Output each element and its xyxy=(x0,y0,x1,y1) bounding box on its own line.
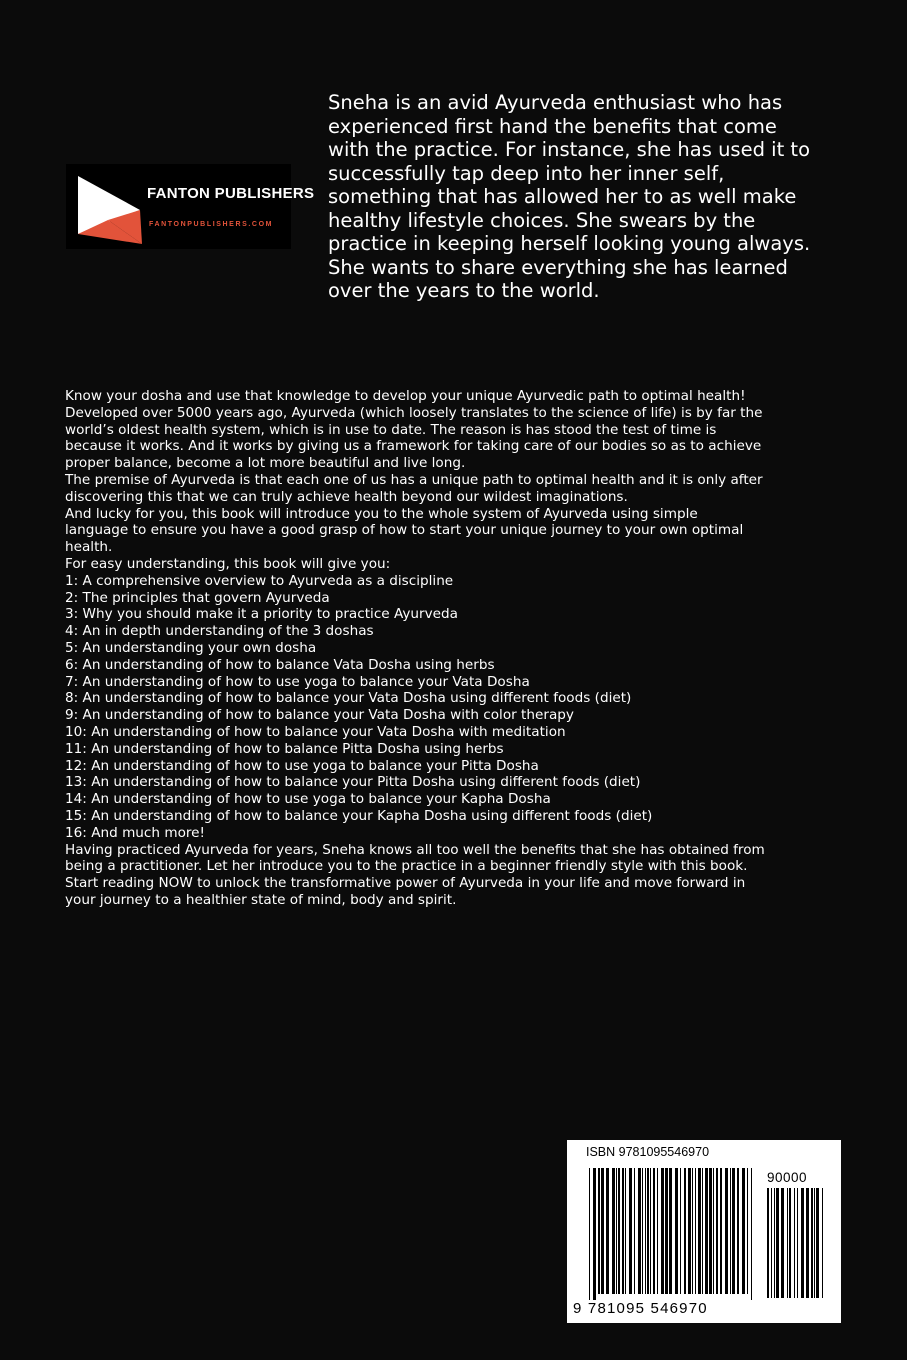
barcode-bar xyxy=(716,1168,718,1294)
barcode-bar xyxy=(702,1168,703,1294)
addon-barcode-bars xyxy=(767,1188,825,1318)
author-bio-line: successfully tap deep into her inner self, xyxy=(328,161,725,185)
barcode-bar xyxy=(612,1168,615,1294)
barcode-bar xyxy=(625,1168,626,1294)
description-line: 13: An understanding of how to balance your Pitta Dosha using different foods (diet) xyxy=(65,774,641,791)
barcode-bar xyxy=(680,1168,681,1294)
description-line: discovering this that we can truly achieve health beyond our wildest imaginations. xyxy=(65,488,628,505)
author-bio-line: with the practice. For instance, she has used it to xyxy=(328,138,810,161)
barcode-bar xyxy=(737,1168,739,1294)
barcode-bar xyxy=(816,1188,819,1298)
description-line: 14: An understanding of how to use yoga to balance your Kapha Dosha xyxy=(65,791,551,808)
description-line: 7: An understanding of how to use yoga to balance your Vata Dosha xyxy=(65,673,530,690)
barcode-bar xyxy=(797,1188,798,1298)
barcode-bar xyxy=(642,1168,643,1294)
barcode-bar xyxy=(601,1168,604,1294)
description-line: 9: An understanding of how to balance your Vata Dosha with color therapy xyxy=(65,707,574,724)
description-line: world’s oldest health system, which is in use to date. The reason is has stood the test of time is xyxy=(65,421,717,438)
barcode-bar xyxy=(767,1188,769,1298)
author-bio-line: something that has allowed her to as well make xyxy=(328,185,797,208)
barcode-bar xyxy=(814,1188,815,1298)
barcode-bar xyxy=(645,1168,646,1294)
barcode-bar xyxy=(692,1168,693,1294)
description-line: Start reading NOW to unlock the transformative power of Ayurveda in your life and move forward in xyxy=(65,875,746,892)
description-line: 4: An in depth understanding of the 3 doshas xyxy=(65,623,374,640)
description-line: language to ensure you have a good grasp of how to start your unique journey to your own optimal xyxy=(65,522,744,539)
barcode-bar xyxy=(742,1168,745,1294)
barcode-bar xyxy=(781,1188,784,1298)
play-triangle-icon xyxy=(78,174,142,244)
description-line: And lucky for you, this book will introduce you to the whole system of Ayurveda using simple xyxy=(65,505,698,522)
description-line: 15: An understanding of how to balance your Kapha Dosha using different foods (diet) xyxy=(65,807,653,824)
barcode-bar xyxy=(698,1168,701,1294)
description-line: proper balance, become a lot more beautiful and live long. xyxy=(65,455,466,472)
description-line: 6: An understanding of how to balance Vata Dosha using herbs xyxy=(65,656,495,673)
barcode-bar xyxy=(665,1168,668,1294)
barcode-bar xyxy=(705,1168,708,1294)
author-bio-line: Sneha is an avid Ayurveda enthusiast who has xyxy=(328,91,783,114)
book-description xyxy=(65,388,855,909)
author-bio-line: She wants to share everything she has learned xyxy=(328,255,788,279)
description-line: 3: Why you should make it a priority to practice Ayurveda xyxy=(65,606,458,623)
barcode-bar xyxy=(606,1168,609,1294)
barcode-bar xyxy=(618,1168,620,1294)
barcode-bar xyxy=(801,1188,804,1298)
barcode-bar xyxy=(695,1168,696,1294)
barcode-bar xyxy=(634,1168,635,1294)
barcode-bar xyxy=(709,1168,712,1294)
barcode-bar xyxy=(747,1168,748,1294)
barcode-bar xyxy=(794,1188,795,1298)
description-line: 2: The principles that govern Ayurveda xyxy=(65,589,330,606)
description-line: health. xyxy=(65,539,113,556)
publisher-name: FANTON PUBLISHERS xyxy=(147,185,315,202)
publisher-website: FANTONPUBLISHERS.COM xyxy=(149,221,274,228)
barcode-bar xyxy=(774,1188,775,1298)
author-bio-line: healthy lifestyle choices. She swears by the xyxy=(328,208,756,232)
author-bio-line: over the years to the world. xyxy=(328,279,600,302)
barcode-bar xyxy=(811,1188,813,1298)
description-line: being a practitioner. Let her introduce you to the practice in a beginner friendly style with this book. xyxy=(65,858,748,875)
ean-barcode-bars xyxy=(589,1168,755,1300)
barcode-bar xyxy=(822,1188,823,1298)
barcode-bar xyxy=(732,1168,735,1294)
description-line: 16: And much more! xyxy=(65,824,205,841)
barcode-bar xyxy=(593,1168,596,1300)
description-line: Developed over 5000 years ago, Ayurveda (which loosely translates to the science of life) is by far the xyxy=(65,404,763,421)
description-line: Having practiced Ayurveda for years, Sneha knows all too well the benefits that she has obtained from xyxy=(65,841,765,858)
barcode-bar xyxy=(661,1168,664,1294)
isbn-barcode xyxy=(567,1140,841,1323)
description-line: 5: An understanding your own dosha xyxy=(65,639,317,656)
barcode-bar xyxy=(675,1168,678,1294)
barcode-bar xyxy=(669,1168,672,1294)
author-bio-line: practice in keeping herself looking young always. xyxy=(328,232,811,255)
barcode-bar xyxy=(616,1168,617,1294)
barcode-bar xyxy=(598,1168,600,1294)
barcode-bar xyxy=(787,1188,788,1298)
description-line: The premise of Ayurveda is that each one of us has a unique path to optimal health and it is only after xyxy=(65,471,763,488)
price-code: 90000 xyxy=(767,1170,808,1185)
barcode-bar xyxy=(751,1168,752,1300)
barcode-bar xyxy=(650,1168,651,1294)
barcode-bar xyxy=(684,1168,686,1294)
barcode-bar xyxy=(657,1168,658,1294)
description-line: 1: A comprehensive overview to Ayurveda as a discipline xyxy=(65,572,454,589)
publisher-logo xyxy=(66,164,315,249)
barcode-bar xyxy=(771,1188,772,1298)
barcode-bar xyxy=(622,1168,624,1294)
description-line: your journey to a healthier state of mind, body and spirit. xyxy=(65,891,457,908)
description-line: For easy understanding, this book will give you: xyxy=(65,555,391,572)
author-bio xyxy=(328,91,848,303)
barcode-bar xyxy=(806,1188,809,1298)
barcode-bar xyxy=(647,1168,649,1294)
isbn-label: ISBN 9781095546970 xyxy=(586,1145,710,1159)
barcode-bar xyxy=(638,1168,641,1294)
description-line: 8: An understanding of how to balance your Vata Dosha using different foods (diet) xyxy=(65,690,632,707)
description-line: 12: An understanding of how to use yoga to balance your Pitta Dosha xyxy=(65,757,539,774)
description-line: 11: An understanding of how to balance Pitta Dosha using herbs xyxy=(65,740,504,757)
barcode-bar xyxy=(720,1168,722,1294)
barcode-bar xyxy=(713,1168,714,1294)
isbn-digits: 9 781095 546970 xyxy=(573,1300,708,1317)
description-line: because it works. And it works by giving us a framework for taking care of our bodies so as to achieve xyxy=(65,438,762,455)
description-line: 10: An understanding of how to balance your Vata Dosha with meditation xyxy=(65,723,566,740)
barcode-bar xyxy=(789,1188,791,1298)
barcode-bar xyxy=(725,1168,728,1294)
barcode-bar xyxy=(730,1168,731,1294)
barcode-bar xyxy=(589,1168,590,1300)
author-bio-line: experienced first hand the benefits that come xyxy=(328,114,777,138)
description-line: Know your dosha and use that knowledge to develop your unique Ayurvedic path to optimal health! xyxy=(65,388,746,404)
barcode-bar xyxy=(688,1168,691,1294)
barcode-bar xyxy=(629,1168,632,1294)
barcode-bar xyxy=(776,1188,779,1298)
barcode-bar xyxy=(653,1168,655,1294)
